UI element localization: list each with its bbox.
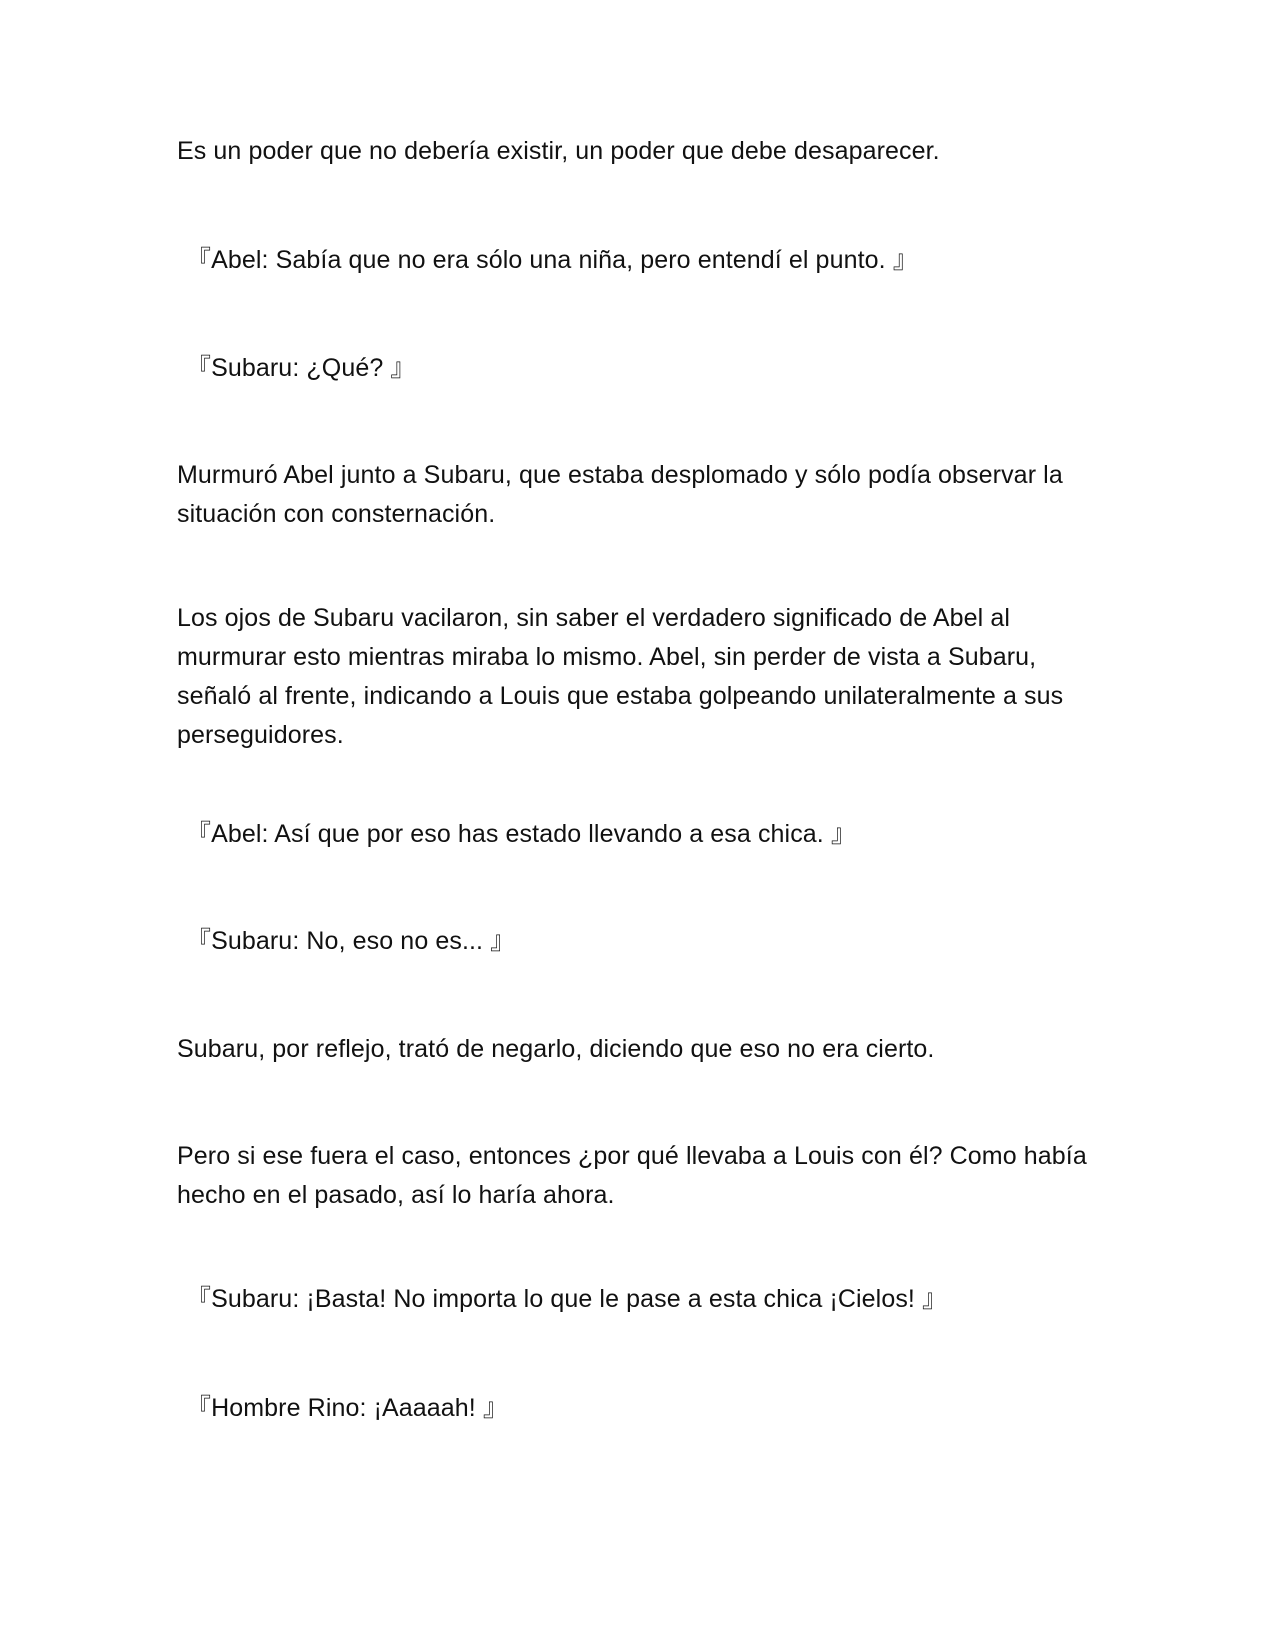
paragraph-narration: Es un poder que no debería existir, un poder que debe desaparecer.: [177, 137, 940, 165]
paragraph-dialogue: 『Subaru: ¿Qué? 』: [186, 354, 416, 382]
paragraph-narration: Pero si ese fuera el caso, entonces ¿por qué llevaba a Louis con él? Como había hecho en el pasado, así lo haría ahora.: [177, 1142, 1087, 1209]
paragraph-dialogue: 『Abel: Así que por eso has estado llevando a esa chica. 』: [186, 820, 856, 848]
paragraph-dialogue: 『Subaru: No, eso no es... 』: [186, 927, 516, 955]
paragraph-narration: Los ojos de Subaru vacilaron, sin saber el verdadero significado de Abel al murmurar esto mientras miraba lo mismo. Abel, sin perder de vista a Subaru, señaló al frente, indicando a Louis que estaba golpeando unilateralmente a sus perseguidores.: [177, 604, 1064, 749]
paragraph-narration: Murmuró Abel junto a Subaru, que estaba desplomado y sólo podía observar la situación con consternación.: [177, 461, 1063, 528]
paragraph-dialogue: 『Hombre Rino: ¡Aaaaah! 』: [186, 1394, 508, 1422]
paragraph-narration: Subaru, por reflejo, trató de negarlo, diciendo que eso no era cierto.: [177, 1035, 935, 1063]
paragraph-dialogue: 『Abel: Sabía que no era sólo una niña, pero entendí el punto. 』: [186, 246, 918, 274]
paragraph-dialogue: 『Subaru: ¡Basta! No importa lo que le pase a esta chica ¡Cielos! 』: [186, 1285, 948, 1313]
